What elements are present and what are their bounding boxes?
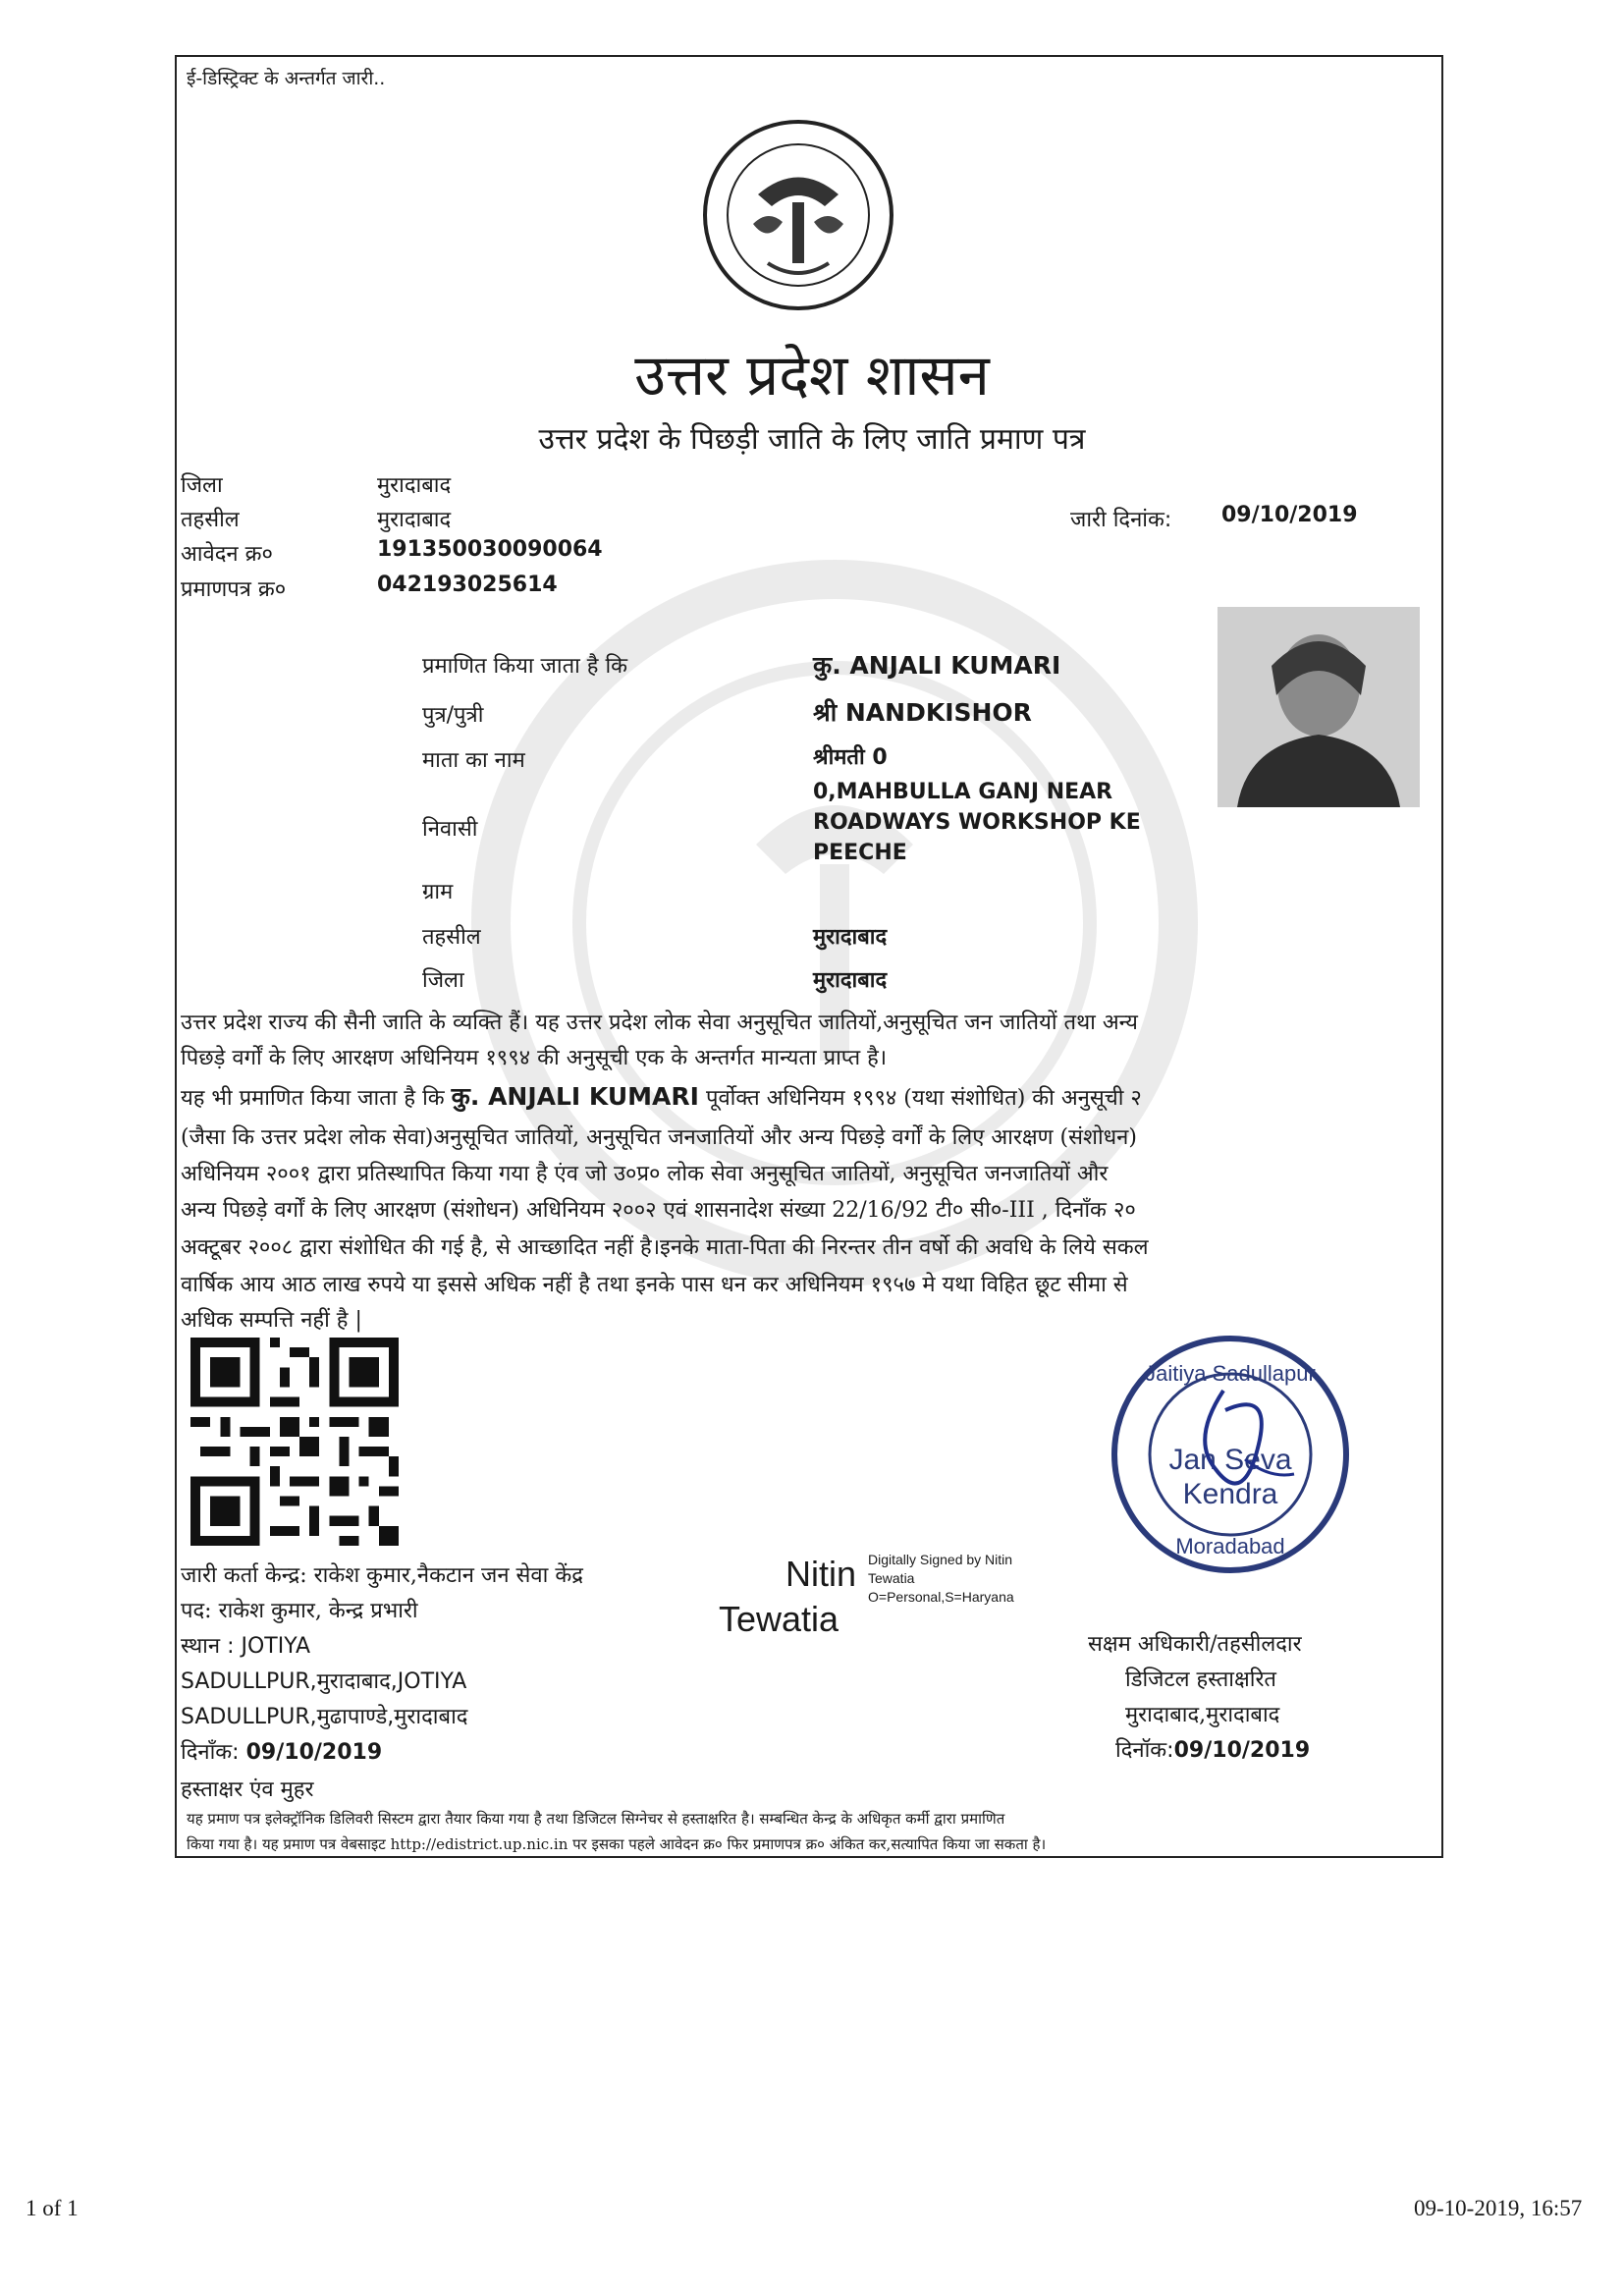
applicant-photo bbox=[1218, 607, 1420, 807]
stamp-text-mid-1: Jan Seva bbox=[1168, 1444, 1292, 1476]
certificate-label: प्रमाणपत्र क्र० bbox=[181, 577, 287, 602]
jan-seva-kendra-stamp-icon bbox=[1098, 1322, 1363, 1587]
digital-signature-line-2: Tewatia bbox=[868, 1570, 915, 1586]
body-line-5: अधिनियम २००१ द्वारा प्रतिस्थापित किया गया है एंव जो उ०प्र० लोक सेवा अनुसूचित जातियों, अनुसूचित जनजातियों और bbox=[181, 1162, 1109, 1186]
authority-line-1: सक्षम अधिकारी/तहसीलदार bbox=[1088, 1632, 1302, 1657]
certified-label: प्रमाणित किया जाता है कि bbox=[422, 654, 628, 679]
body-line-3-a: यह भी प्रमाणित किया जाता है कि bbox=[181, 1086, 445, 1111]
issue-date-value: 09/10/2019 bbox=[1221, 503, 1358, 527]
address-line-1: 0,MAHBULLA GANJ NEAR bbox=[813, 780, 1113, 804]
detail-tehsil-value: मुरादाबाद bbox=[813, 925, 888, 950]
authority-date-value: 09/10/2019 bbox=[1173, 1738, 1311, 1763]
authority-line-2: डिजिटल हस्ताक्षरित bbox=[1125, 1667, 1276, 1692]
body-line-8: वार्षिक आय आठ लाख रुपये या इससे अधिक नहीं है तथा इनके पास धन कर अधिनियम १९५७ मे यथा विहित छूट सीमा से bbox=[181, 1273, 1128, 1297]
detail-tehsil-label: तहसील bbox=[422, 925, 481, 950]
authority-date-label: दिनॉक: bbox=[1115, 1738, 1174, 1763]
body-line-2: पिछड़े वर्गों के लिए आरक्षण अधिनियम १९९४ की अनुसूची एक के अन्तर्गत मान्यता प्राप्त है। bbox=[181, 1046, 888, 1070]
applicant-name: कु. ANJALI KUMARI bbox=[813, 651, 1061, 680]
body-line-3-name: कु. ANJALI KUMARI bbox=[451, 1082, 699, 1111]
issuer-place-2: SADULLPUR,मुरादाबाद,JOTIYA bbox=[181, 1669, 467, 1694]
issue-date-label: जारी दिनांक: bbox=[1070, 508, 1172, 532]
qr-code-icon[interactable] bbox=[190, 1338, 399, 1546]
page-title: उत्तर प्रदेश शासन bbox=[634, 342, 990, 409]
issuer-place-1: स्थान : JOTIYA bbox=[181, 1634, 310, 1659]
issuer-date-value: 09/10/2019 bbox=[245, 1740, 383, 1765]
page-subtitle: उत्तर प्रदेश के पिछड़ी जाति के लिए जाति प्रमाण पत्र bbox=[538, 422, 1086, 457]
print-timestamp: 09-10-2019, 16:57 bbox=[1414, 2196, 1583, 2220]
village-label: ग्राम bbox=[422, 880, 454, 904]
digital-signature-line-1: Digitally Signed by Nitin bbox=[868, 1552, 1013, 1567]
body-line-3 bbox=[181, 1079, 1142, 1116]
body-line-4: (जैसा कि उत्तर प्रदेश लोक सेवा)अनुसूचित जातियों, अनुसूचित जनजातियों और अन्य पिछड़े वर्गों के लिए आरक्षण (संशोधन) bbox=[181, 1125, 1137, 1150]
district-label: जिला bbox=[181, 473, 223, 498]
certificate-number: 042193025614 bbox=[377, 573, 558, 597]
issuer-place-3: SADULLPUR,मुढापाण्डे,मुरादाबाद bbox=[181, 1705, 468, 1729]
mother-name: श्रीमती 0 bbox=[813, 745, 888, 770]
mother-label: माता का नाम bbox=[422, 748, 525, 773]
issuer-date bbox=[181, 1736, 382, 1766]
digital-signature-first-name: Nitin bbox=[785, 1554, 857, 1594]
footer-note-line-1: यह प्रमाण पत्र इलेक्ट्रॉनिक डिलिवरी सिस्टम द्वारा तैयार किया गया है तथा डिजिटल सिग्नेचर से हस्ताक्षरित है। सम्बन्धित केन्द्र के अधिकृत कर्मी द्वारा प्रमाणित bbox=[187, 1810, 1005, 1828]
tehsil-value: मुरादाबाद bbox=[377, 508, 452, 532]
address-line-2: ROADWAYS WORKSHOP KE bbox=[813, 810, 1141, 835]
body-line-7: अक्टूबर २००८ द्वारा संशोधित की गई है, से आच्छादित नहीं है।इनके माता-पिता की निरन्तर तीन वर्षो की अवधि के लिये सकल bbox=[181, 1235, 1149, 1260]
authority-line-3: मुरादाबाद,मुरादाबाद bbox=[1125, 1703, 1280, 1727]
application-label: आवेदन क्र० bbox=[181, 542, 273, 567]
address-line-3: PEECHE bbox=[813, 841, 907, 865]
issuer-post: पद: राकेश कुमार, केन्द्र प्रभारी bbox=[181, 1599, 418, 1623]
issuer-date-label: दिनाँक: bbox=[181, 1740, 240, 1765]
stamp-text-top: Jaitiya Sadullapur bbox=[1145, 1361, 1316, 1386]
page-number: 1 of 1 bbox=[26, 2196, 79, 2220]
resident-label: निवासी bbox=[422, 817, 478, 842]
body-line-6: अन्य पिछड़े वर्गों के लिए आरक्षण (संशोधन) अधिनियम २००२ एवं शासनादेश संख्या 22/16/92 टी० सी०-III , दिनाँक २० bbox=[181, 1198, 1136, 1223]
detail-district-label: जिला bbox=[422, 968, 464, 993]
issuer-center: जारी कर्ता केन्द्र: राकेश कुमार,नैकटान जन सेवा केंद्र bbox=[181, 1563, 583, 1588]
authority-date bbox=[1115, 1734, 1310, 1764]
detail-district-value: मुरादाबाद bbox=[813, 968, 888, 993]
body-line-3-c: पूर्वोक्त अधिनियम १९९४ (यथा संशोधित) की अनुसूची २ bbox=[705, 1086, 1142, 1111]
application-number: 191350030090064 bbox=[377, 537, 603, 562]
father-name: श्री NANDKISHOR bbox=[813, 698, 1032, 727]
header-note: ई-डिस्ट्रिक्ट के अन्तर्गत जारी.. bbox=[187, 68, 386, 89]
body-line-9: अधिक सम्पत्ति नहीं है | bbox=[181, 1308, 362, 1333]
stamp-text-mid-2: Kendra bbox=[1182, 1478, 1278, 1510]
signature-seal-label: हस्ताक्षर एंव मुहर bbox=[181, 1777, 314, 1802]
uttar-pradesh-sarkar-emblem-icon bbox=[699, 116, 897, 314]
stamp-text-bottom: Moradabad bbox=[1175, 1534, 1285, 1558]
digital-signature-last-name: Tewatia bbox=[719, 1599, 839, 1639]
child-of-label: पुत्र/पुत्री bbox=[422, 703, 484, 728]
footer-note-line-2: किया गया है। यह प्रमाण पत्र वेबसाइट http://edistrict.up.nic.in पर इसका पहले आवेदन क्र० फिर प्रमाणपत्र क्र० अंकित कर,सत्यापित किया जा सकता है। bbox=[187, 1835, 1047, 1853]
district-value: मुरादाबाद bbox=[377, 473, 452, 498]
tehsil-label: तहसील bbox=[181, 508, 240, 532]
digital-signature-line-3: O=Personal,S=Haryana bbox=[868, 1589, 1014, 1605]
body-line-1: उत्तर प्रदेश राज्य की सैनी जाति के व्यक्ति हैं। यह उत्तर प्रदेश लोक सेवा अनुसूचित जातियों,अनुसूचित जन जातियों तथा अन्य bbox=[181, 1011, 1138, 1035]
